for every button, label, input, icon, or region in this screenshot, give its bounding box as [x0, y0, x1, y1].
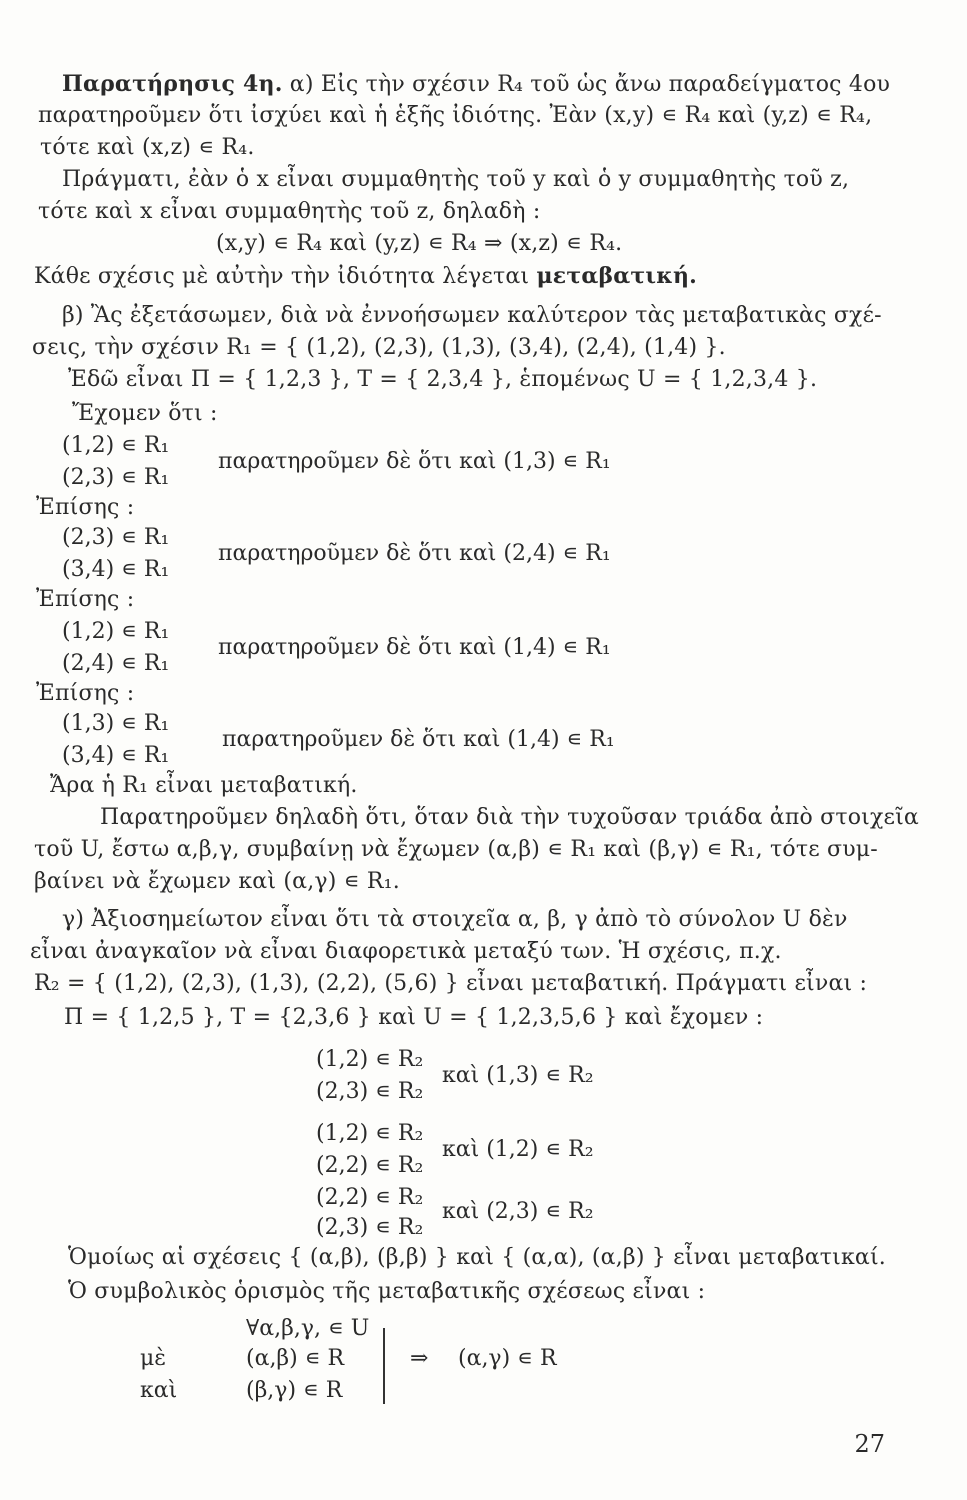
paragraph-c-line-3: R₂ = { (1,2), (2,3), (1,3), (2,2), (5,6) } εἶναι μεταβατική. Πράγματι εἶναι : — [34, 971, 868, 996]
r2-pair-2-a: (1,2) ∊ R₂ — [316, 1121, 424, 1146]
paragraph-b-line-2: σεις, τὴν σχέσιν R₁ = { (1,2), (2,3), (1,3), (3,4), (2,4), (1,4) }. — [32, 335, 726, 360]
definition-divider — [383, 1328, 385, 1404]
result: (α,γ) ∊ R — [458, 1346, 557, 1371]
symbolic-definition — [140, 1316, 600, 1410]
r2-pair-3-b: (2,3) ∊ R₂ — [316, 1215, 424, 1240]
r2-pair-3-a: (2,2) ∊ R₂ — [316, 1185, 424, 1210]
remark-line-2: παρατηροῦμεν ὅτι ἰσχύει καὶ ἡ ἑξῆς ἰδιότης. Ἐὰν (x,y) ∊ R₄ καὶ (y,z) ∊ R₄, — [38, 103, 873, 128]
r2-observation-1: καὶ (1,3) ∊ R₂ — [442, 1063, 594, 1088]
observation-3: παρατηροῦμεν δὲ ὅτι καὶ (1,4) ∊ R₁ — [218, 635, 611, 660]
condition-1: (α,β) ∊ R — [246, 1346, 345, 1371]
also-label-2: Ἐπίσης : — [36, 587, 135, 612]
transitivity-example-formula: (x,y) ∊ R₄ καὶ (y,z) ∊ R₄ ⇒ (x,z) ∊ R₄. — [216, 231, 623, 256]
similar-relations-line: Ὁμοίως αἱ σχέσεις { (α,β), (β,β) } καὶ { (α,α), (α,β) } εἶναι μεταβατικαί. — [68, 1245, 886, 1270]
pair-3-a: (1,2) ∊ R₁ — [62, 619, 170, 644]
pair-4-b: (3,4) ∊ R₁ — [62, 743, 170, 768]
remark-line-3: τότε καὶ (x,z) ∊ R₄. — [40, 135, 255, 160]
definition-line — [34, 262, 697, 291]
also-label-3: Ἐπίσης : — [36, 681, 135, 706]
r2-observation-3: καὶ (2,3) ∊ R₂ — [442, 1199, 594, 1224]
with-label: μὲ — [140, 1346, 167, 1371]
condition-2: (β,γ) ∊ R — [246, 1378, 343, 1403]
observation-line-1: Παρατηροῦμεν δηλαδὴ ὅτι, ὅταν διὰ τὴν τυχοῦσαν τριάδα ἀπὸ στοιχεῖα — [100, 805, 919, 830]
remark-line-1-text: α) Εἰς τὴν σχέσιν R₄ τοῦ ὡς ἄνω παραδείγματος 4ου — [289, 72, 891, 97]
implies-arrow: ⇒ — [410, 1346, 429, 1371]
pair-2-a: (2,3) ∊ R₁ — [62, 525, 170, 550]
symbolic-definition-intro: Ὁ συμβολικὸς ὁρισμὸς τῆς μεταβατικῆς σχέσεως εἶναι : — [68, 1279, 706, 1304]
observation-line-2: τοῦ U, ἔστω α,β,γ, συμβαίνῃ νὰ ἔχωμεν (α,β) ∊ R₁ καὶ (β,γ) ∊ R₁, τότε συμ- — [34, 837, 878, 862]
also-label-1: Ἐπίσης : — [36, 495, 135, 520]
paragraph-b-line-3: Ἐδῶ εἶναι Π = { 1,2,3 }, Τ = { 2,3,4 }, ἑπομένως U = { 1,2,3,4 }. — [68, 367, 818, 392]
term-transitive: μεταβατική. — [536, 263, 698, 289]
remark-heading: Παρατήρησις 4η. — [62, 71, 283, 97]
observation-1: παρατηροῦμεν δὲ ὅτι καὶ (1,3) ∊ R₁ — [218, 449, 611, 474]
conclusion-line: Ἄρα ἡ R₁ εἶναι μεταβατική. — [50, 773, 358, 798]
remark-line-1 — [62, 70, 890, 99]
page-number: 27 — [854, 1430, 885, 1458]
remark-line-5: τότε καὶ x εἶναι συμμαθητὴς τοῦ z, δηλαδὴ : — [38, 199, 541, 224]
remark-line-4: Πράγματι, ἐὰν ὁ x εἶναι συμμαθητὴς τοῦ y καὶ ὁ y συμμαθητὴς τοῦ z, — [62, 167, 850, 192]
pair-1-b: (2,3) ∊ R₁ — [62, 465, 170, 490]
r2-observation-2: καὶ (1,2) ∊ R₂ — [442, 1137, 594, 1162]
pair-2-b: (3,4) ∊ R₁ — [62, 557, 170, 582]
pair-4-a: (1,3) ∊ R₁ — [62, 711, 170, 736]
observation-4: παρατηροῦμεν δὲ ὅτι καὶ (1,4) ∊ R₁ — [222, 727, 615, 752]
r2-pair-1-b: (2,3) ∊ R₂ — [316, 1079, 424, 1104]
paragraph-c-line-1: γ) Ἀξιοσημείωτον εἶναι ὅτι τὰ στοιχεῖα α, β, γ ἀπὸ τὸ σύνολον U δὲν — [62, 907, 848, 932]
observation-2: παρατηροῦμεν δὲ ὅτι καὶ (2,4) ∊ R₁ — [218, 541, 611, 566]
paragraph-b-line-4: Ἔχομεν ὅτι : — [72, 401, 218, 426]
and-label: καὶ — [140, 1378, 178, 1403]
pair-3-b: (2,4) ∊ R₁ — [62, 651, 170, 676]
definition-text: Κάθε σχέσις μὲ αὐτὴν τὴν ἰδιότητα λέγεται — [34, 264, 530, 289]
r2-pair-1-a: (1,2) ∊ R₂ — [316, 1047, 424, 1072]
pair-1-a: (1,2) ∊ R₁ — [62, 433, 170, 458]
paragraph-b-line-1: β) Ἂς ἐξετάσωμεν, διὰ νὰ ἐννοήσωμεν καλύτερον τὰς μεταβατικὰς σχέ- — [62, 303, 882, 328]
paragraph-c-line-4: Π = { 1,2,5 }, Τ = {2,3,6 } καὶ U = { 1,2,3,5,6 } καὶ ἔχομεν : — [64, 1005, 764, 1030]
observation-line-3: βαίνει νὰ ἔχωμεν καὶ (α,γ) ∊ R₁. — [34, 869, 400, 894]
quantifier: ∀α,β,γ, ∊ U — [246, 1316, 370, 1341]
paragraph-c-line-2: εἶναι ἀναγκαῖον νὰ εἶναι διαφορετικὰ μεταξύ των. Ἡ σχέσις, π.χ. — [30, 939, 782, 964]
r2-pair-2-b: (2,2) ∊ R₂ — [316, 1153, 424, 1178]
